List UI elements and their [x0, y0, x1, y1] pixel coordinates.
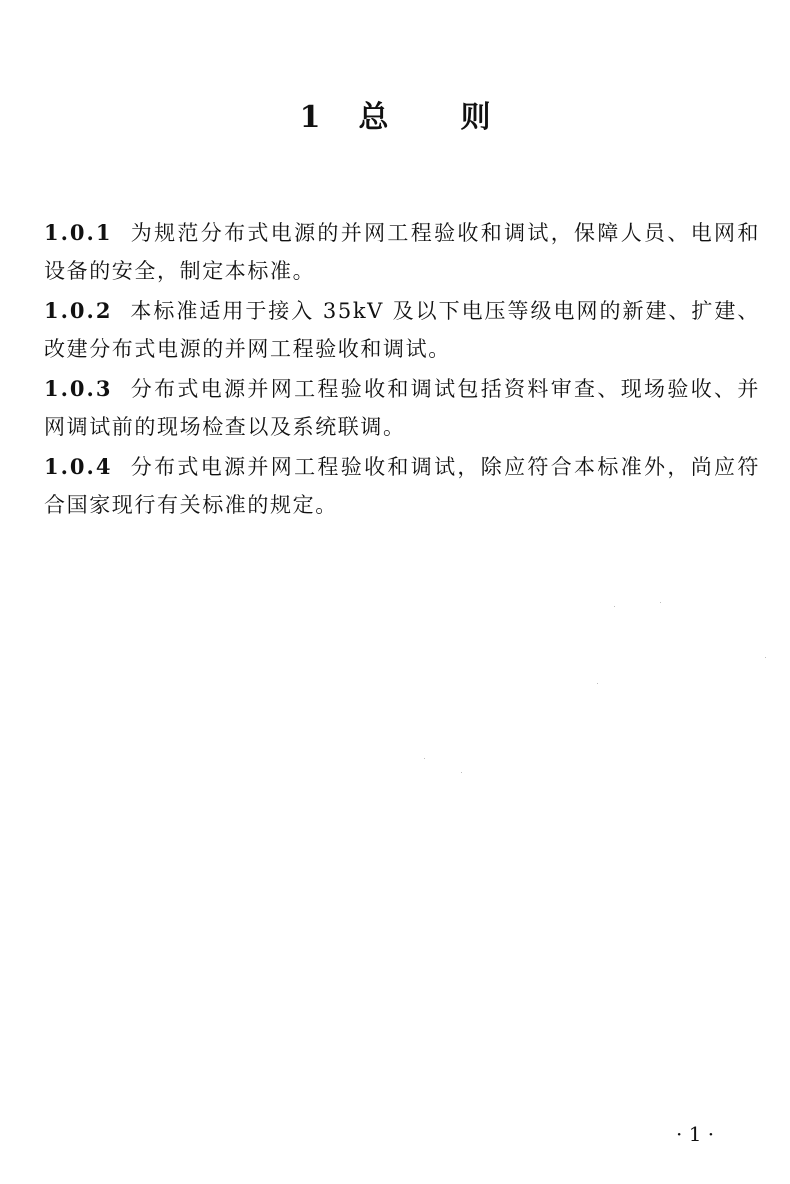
scan-speck — [660, 602, 661, 603]
clause-text: 分布式电源并网工程验收和调试，除应符合本标准外，尚应符合国家现行有关标准的规定。 — [44, 455, 760, 517]
clause-list — [44, 214, 760, 524]
clause-1-0-1 — [44, 214, 760, 290]
scan-speck — [597, 683, 598, 684]
clause-number: 1.0.4 — [44, 454, 113, 479]
clause-1-0-4 — [44, 448, 760, 524]
chapter-number: 1 — [299, 100, 321, 135]
page-number: · 1 · — [676, 1122, 715, 1146]
scan-speck — [765, 657, 766, 658]
clause-number: 1.0.1 — [44, 220, 113, 245]
chapter-title — [0, 96, 790, 140]
scan-speck — [461, 772, 462, 773]
clause-1-0-3 — [44, 370, 760, 446]
scan-speck — [614, 606, 615, 607]
chapter-title-char-1: 总 — [358, 100, 389, 135]
clause-text: 为规范分布式电源的并网工程验收和调试，保障人员、电网和设备的安全，制定本标准。 — [44, 221, 760, 283]
clause-1-0-2 — [44, 292, 760, 368]
chapter-title-char-2: 则 — [460, 100, 491, 135]
scan-speck — [424, 758, 425, 759]
clause-text: 本标准适用于接入 35kV 及以下电压等级电网的新建、扩建、改建分布式电源的并网工程验收和调试。 — [44, 299, 760, 361]
clause-text: 分布式电源并网工程验收和调试包括资料审查、现场验收、并网调试前的现场检查以及系统联调。 — [44, 377, 760, 439]
clause-number: 1.0.2 — [44, 298, 113, 323]
clause-number: 1.0.3 — [44, 376, 113, 401]
